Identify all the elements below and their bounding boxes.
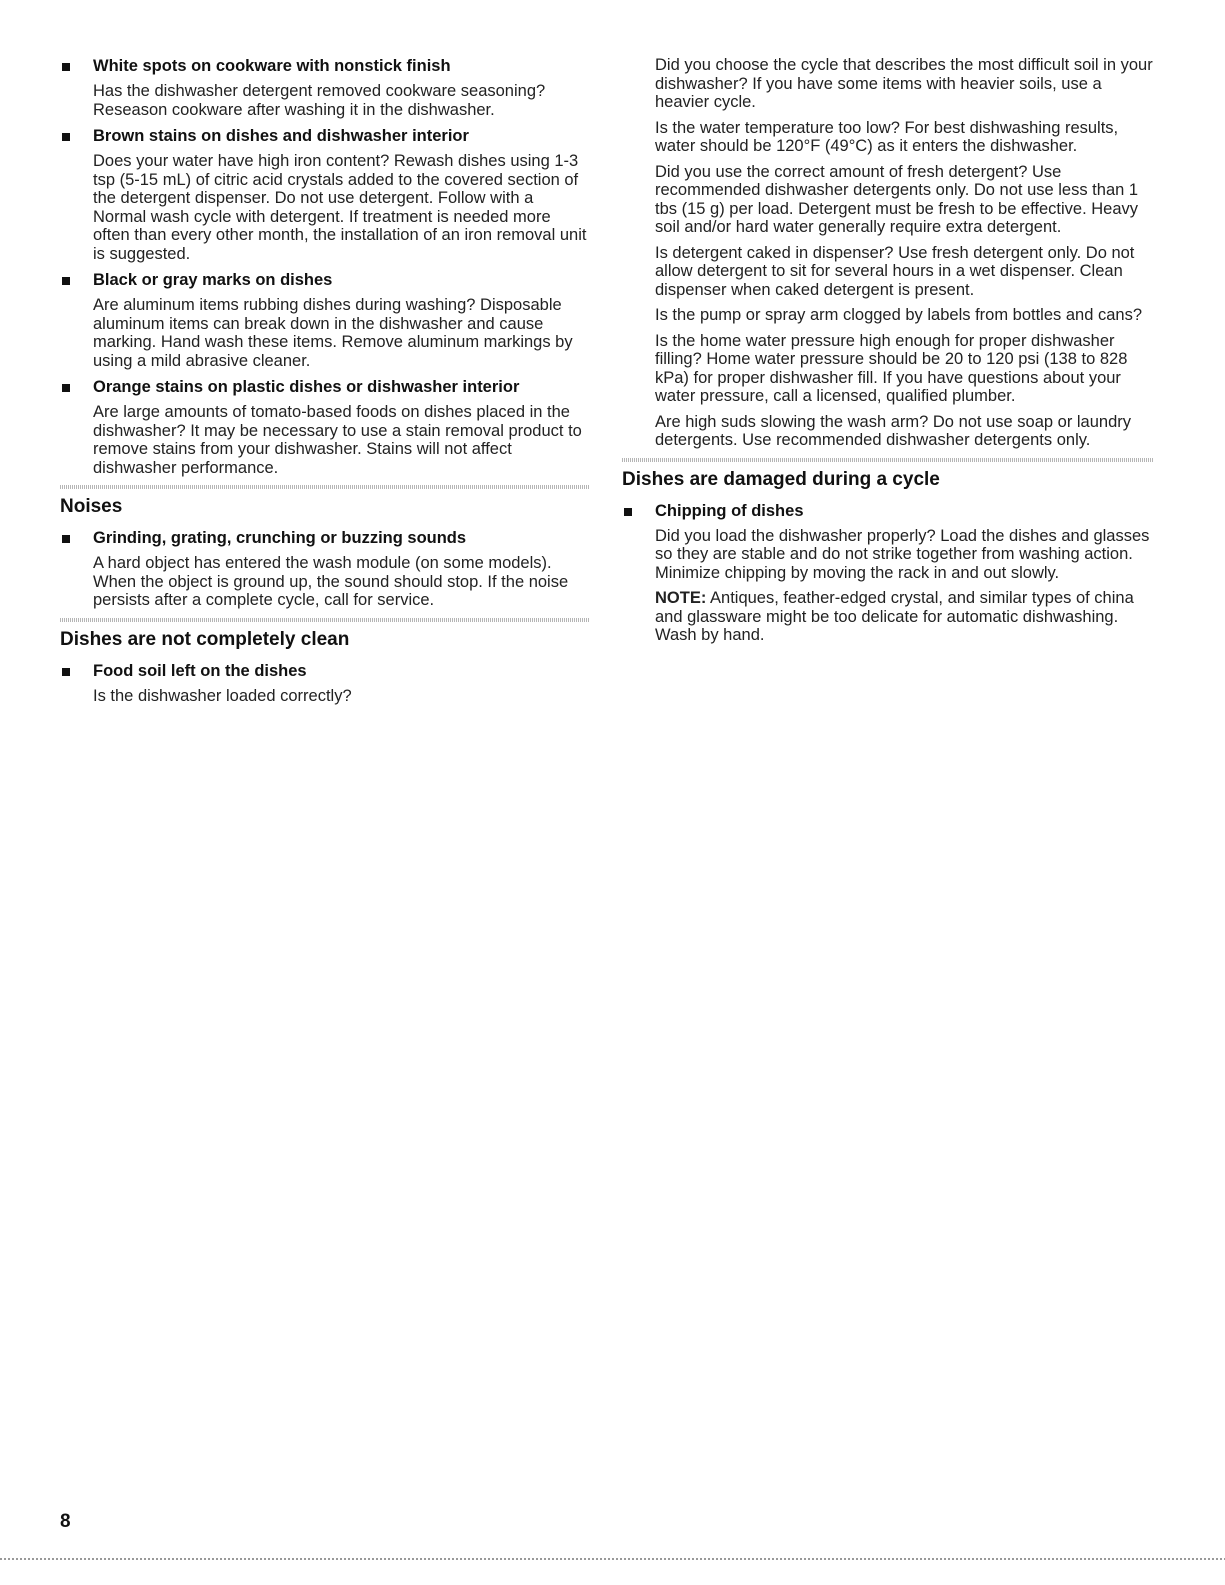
right-column xyxy=(622,56,1154,652)
paragraph: Is detergent caked in dispenser? Use fresh detergent only. Do not allow detergent to sit for several hours in a wet dispenser. Clean dispenser when caked detergent is present. xyxy=(655,243,1135,299)
troubleshoot-item-orange-stains xyxy=(60,377,590,477)
item-text: Is the dishwasher loaded correctly? xyxy=(93,686,352,705)
troubleshoot-item-white-spots xyxy=(60,56,590,119)
item-text: Does your water have high iron content? Rewash dishes using 1-3 tsp (5-15 mL) of citric acid crystals added to the covered section of the detergent dispenser. Do not use detergent. Follow with a Normal wash cycle with detergent. If treatment is needed more often than every other month, the installation of an iron removal unit is suggested. xyxy=(93,152,587,263)
section-divider xyxy=(60,618,590,622)
section-divider xyxy=(622,458,1154,462)
troubleshoot-item-black-marks xyxy=(60,270,590,370)
paragraph: Did you use the correct amount of fresh detergent? Use recommended dishwasher detergents only. Do not use less than 1 tbs (15 g) per load. Detergent must be fresh to be effective. Heavy soil and/or hard water generally require extra detergent. xyxy=(655,162,1139,236)
square-bullet-icon xyxy=(624,508,632,516)
item-title: Grinding, grating, crunching or buzzing sounds xyxy=(93,529,467,547)
food-soil-continued xyxy=(622,56,1154,450)
page-number: 8 xyxy=(60,1511,71,1532)
paragraph: Is the pump or spray arm clogged by labels from bottles and cans? xyxy=(655,306,1142,324)
item-text: Has the dishwasher detergent removed cookware seasoning? Reseason cookware after washing it in the dishwasher. xyxy=(93,82,546,119)
item-title: Food soil left on the dishes xyxy=(93,661,307,680)
troubleshoot-item-brown-stains xyxy=(60,126,590,263)
item-text: Are aluminum items rubbing dishes during washing? Disposable aluminum items can break down in the dishwasher and cause marking. Hand wash these items. Remove aluminum markings by using a mild abrasive cleaner. xyxy=(93,296,573,370)
paragraph: Is the water temperature too low? For best dishwashing results, water should be 120°F (49°C) as it enters the dishwasher. xyxy=(655,118,1119,155)
square-bullet-icon xyxy=(62,133,70,141)
item-text: Did you load the dishwasher properly? Load the dishes and glasses so they are stable and do not strike together from washing action. Minimize chipping by moving the rack in and out slowly. xyxy=(655,526,1150,582)
item-text: A hard object has entered the wash module (on some models). When the object is ground up, the sound should stop. If the noise persists after a complete cycle, call for service. xyxy=(93,554,569,609)
square-bullet-icon xyxy=(62,384,70,392)
section-heading-noises: Noises xyxy=(60,496,123,517)
item-title: Black or gray marks on dishes xyxy=(93,271,333,289)
left-column xyxy=(60,56,590,712)
item-title: White spots on cookware with nonstick finish xyxy=(93,57,451,75)
paragraph: Are high suds slowing the wash arm? Do not use soap or laundry detergents. Use recommended dishwasher detergents only. xyxy=(655,412,1132,449)
footer-divider xyxy=(0,1558,1225,1560)
item-title: Brown stains on dishes and dishwasher interior xyxy=(93,127,469,145)
item-title: Orange stains on plastic dishes or dishwasher interior xyxy=(93,378,520,396)
troubleshoot-item-noises xyxy=(60,528,590,610)
square-bullet-icon xyxy=(62,535,70,543)
note-paragraph xyxy=(655,589,1154,645)
note-text: Antiques, feather-edged crystal, and similar types of china and glassware might be too delicate for automatic dishwashing. Wash by hand. xyxy=(655,589,1134,644)
item-title: Chipping of dishes xyxy=(655,501,804,520)
square-bullet-icon xyxy=(62,668,70,676)
item-text: Are large amounts of tomato-based foods on dishes placed in the dishwasher? It may be necessary to use a stain removal product to remove stains from your dishwasher. Stains will not affect dishwasher performance. xyxy=(93,403,582,477)
troubleshoot-item-chipping xyxy=(622,501,1154,645)
section-divider xyxy=(60,485,590,489)
section-heading-not-clean: Dishes are not completely clean xyxy=(60,628,350,650)
note-label: NOTE: xyxy=(655,589,707,607)
section-heading-damaged: Dishes are damaged during a cycle xyxy=(622,468,940,490)
paragraph: Is the home water pressure high enough for proper dishwasher filling? Home water pressure should be 20 to 120 psi (138 to 828 kPa) for proper dishwasher fill. If you have questions about your water pressure, call a licensed, qualified plumber. xyxy=(655,331,1128,405)
square-bullet-icon xyxy=(62,277,70,285)
paragraph: Did you choose the cycle that describes the most difficult soil in your dishwasher? If you have some items with heavier soils, use a heavier cycle. xyxy=(655,56,1153,111)
square-bullet-icon xyxy=(62,63,70,71)
troubleshoot-item-food-soil xyxy=(60,661,590,706)
